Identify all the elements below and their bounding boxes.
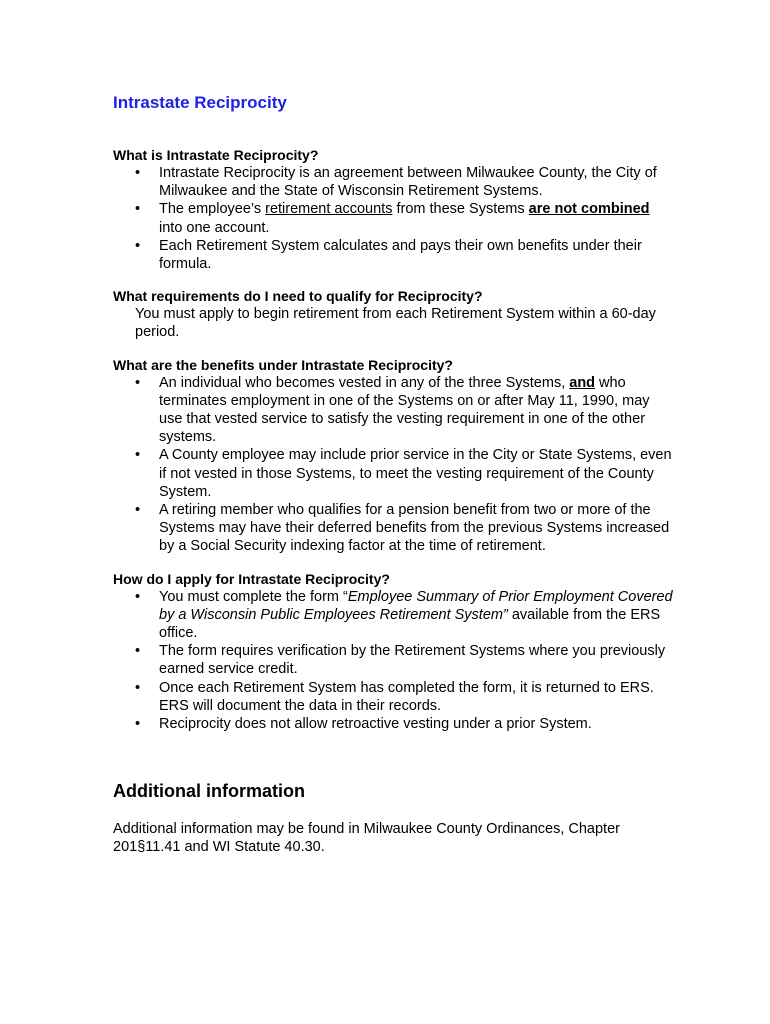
faq-content: [113, 146, 673, 747]
bullet-list: [113, 588, 673, 734]
text-run: You must complete the form “: [159, 588, 348, 605]
form-title-text: Employee Summary of Prior Employment Covered by a Wisconsin Public Employees Retirement System”: [159, 588, 673, 623]
list-item: • Intrastate Reciprocity is an agreement between Milwaukee County, the City of Milwaukee and the State of Wisconsin Retirement Systems.: [113, 164, 673, 200]
list-item: • The form requires verification by the Retirement Systems where you previously earned service credit.: [113, 642, 673, 678]
page-title: Intrastate Reciprocity: [113, 93, 287, 112]
list-item: [113, 374, 673, 447]
list-item: • Reciprocity does not allow retroactive vesting under a prior System.: [113, 715, 673, 733]
text-run: who terminates employment in one of the Systems on or after May 11, 1990, may use that vested service to satisfy the vesting requirement in one of the other systems.: [159, 374, 650, 446]
bullet-list: [113, 374, 673, 556]
text-run: available from the ERS office.: [159, 606, 661, 642]
bullet-list: [113, 164, 673, 273]
question-heading: What are the benefits under Intrastate Reciprocity?: [113, 356, 453, 373]
emphasis-text: are not combined: [528, 201, 650, 218]
text-run: The employee’s: [159, 201, 266, 218]
list-item: • Each Retirement System calculates and pays their own benefits under their formula.: [113, 237, 673, 273]
question-heading: What requirements do I need to qualify for Reciprocity?: [113, 288, 483, 305]
section-benefits: [113, 356, 673, 556]
additional-info-text: Additional information may be found in Milwaukee County Ordinances, Chapter 201§11.41 and WI Statute 40.30.: [113, 821, 620, 856]
emphasis-text: and: [569, 374, 596, 391]
list-item: • A County employee may include prior service in the City or State Systems, even if not vested in those Systems, to meet the vesting requirement of the County System.: [113, 446, 673, 501]
section-apply: [113, 570, 673, 734]
text-run: An individual who becomes vested in any of the three Systems,: [159, 374, 570, 391]
section-requirements: [113, 287, 673, 341]
answer-text: You must apply to begin retirement from each Retirement System within a 60-day period.: [135, 306, 656, 341]
list-item: • Once each Retirement System has completed the form, it is returned to ERS. ERS will document the data in their records.: [113, 679, 673, 715]
text-run: into one account.: [159, 219, 270, 236]
underlined-text: retirement accounts: [265, 201, 393, 218]
list-item: [113, 200, 673, 236]
list-item: • A retiring member who qualifies for a pension benefit from two or more of the Systems may have their deferred benefits from the previous Systems increased by a Social Security indexing factor at the time of retirement.: [113, 501, 673, 556]
section-what-is: [113, 146, 673, 273]
additional-info-heading: Additional information: [113, 781, 305, 801]
text-run: from these Systems: [392, 201, 529, 218]
list-item: [113, 588, 673, 643]
question-heading: How do I apply for Intrastate Reciprocity?: [113, 570, 390, 587]
question-heading: What is Intrastate Reciprocity?: [113, 147, 319, 163]
